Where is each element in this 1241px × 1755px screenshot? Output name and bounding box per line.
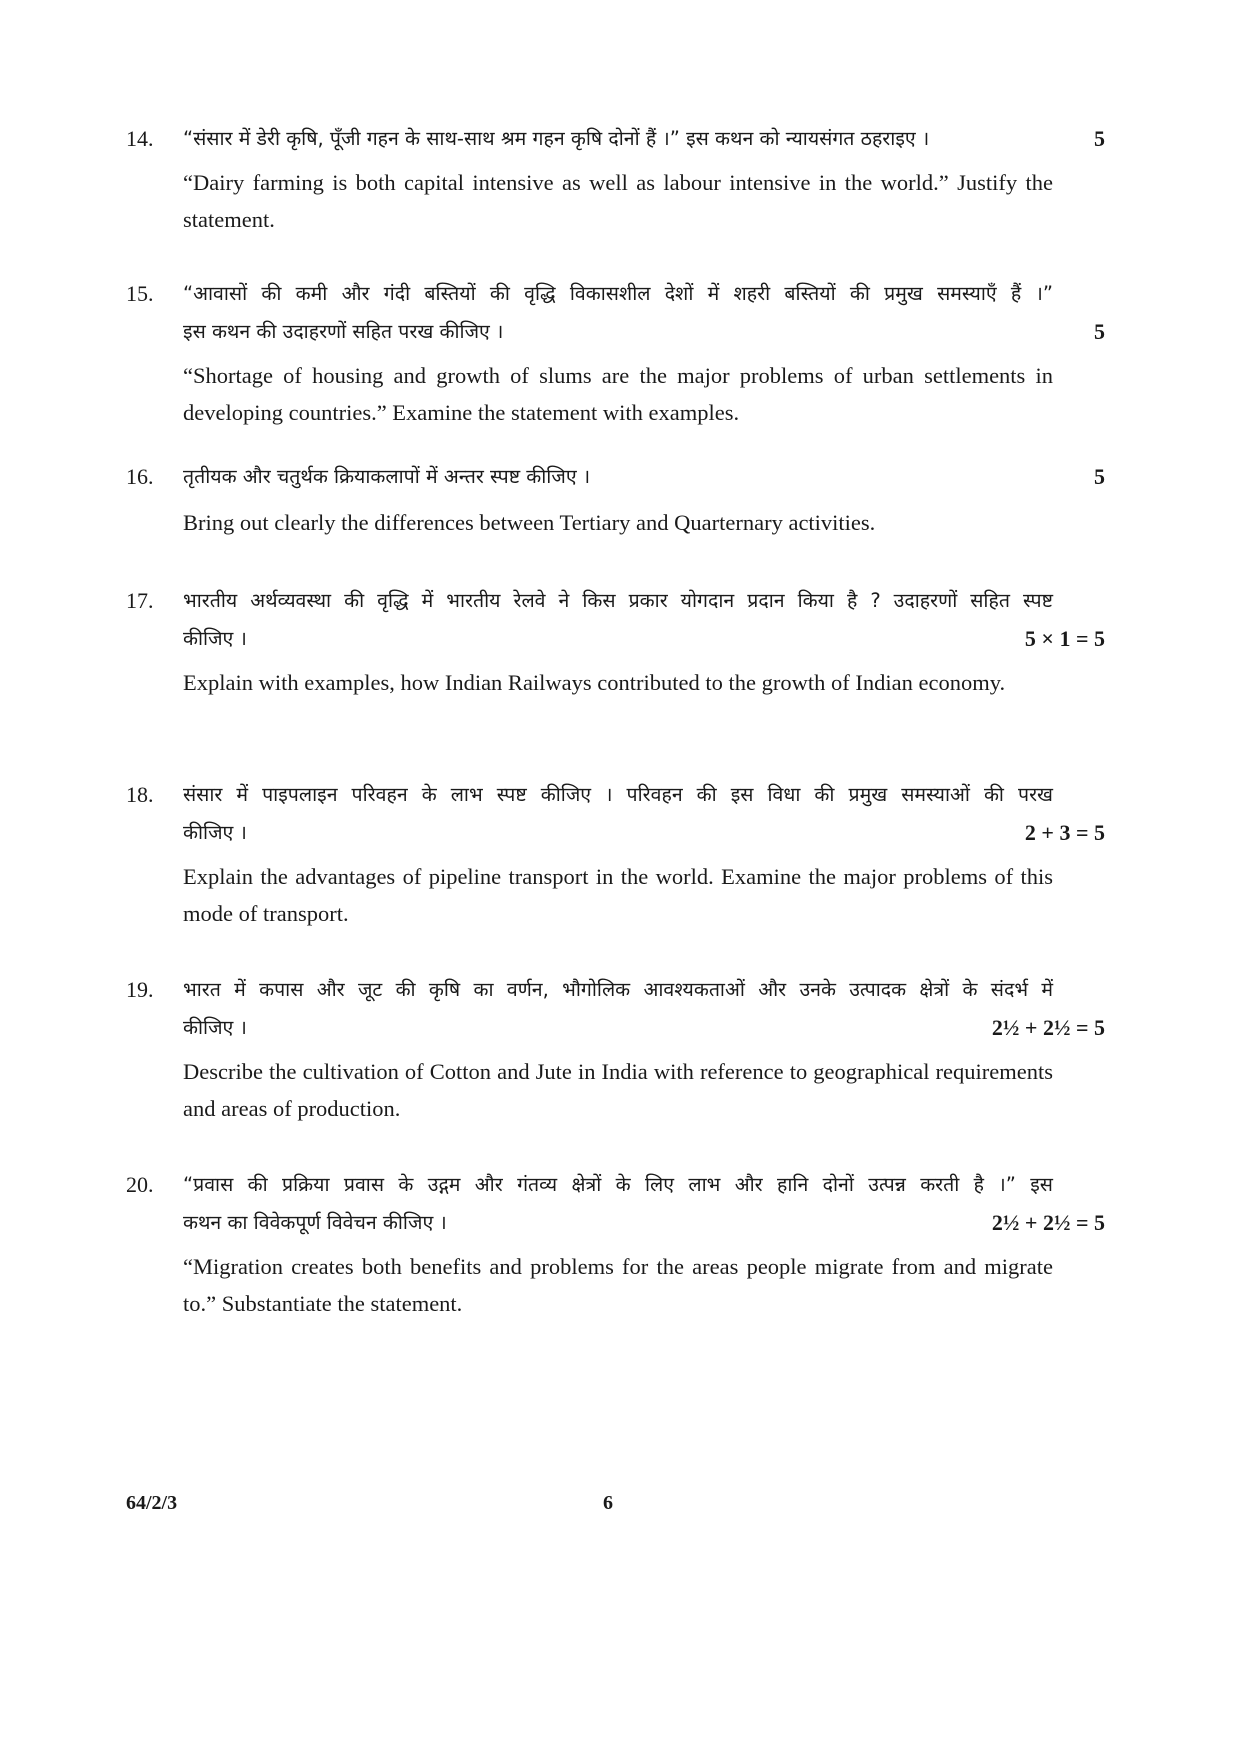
question-hindi-line-2: इस कथन की उदाहरणों सहित परख कीजिए ।: [183, 320, 504, 343]
question-english: Explain with examples, how Indian Railways contributed to the growth of Indian economy.: [183, 670, 1006, 695]
question-marks: 5: [1094, 319, 1105, 344]
question-english: Explain the advantages of pipeline transport in the world. Examine the major problems of this mode of transport.: [183, 864, 1053, 926]
question-marks: 2½ + 2½ = 5: [991, 1210, 1105, 1235]
question-marks: 5 × 1 = 5: [1024, 626, 1105, 651]
question-hindi-line-1: “प्रवास की प्रक्रिया प्रवास के उद्गम और गंतव्य क्षेत्रों के लिए लाभ और हानि दोनों उत्पन्न करती है ।” इस: [183, 1173, 1053, 1196]
question-hindi-line-2: कीजिए ।: [183, 1016, 247, 1039]
question-marks: 2 + 3 = 5: [1024, 820, 1105, 845]
question-number: 15.: [126, 281, 154, 306]
question-hindi-line-1: संसार में पाइपलाइन परिवहन के लाभ स्पष्ट कीजिए । परिवहन की इस विधा की प्रमुख समस्याओं की परख: [183, 783, 1053, 806]
question-number: 19.: [126, 977, 154, 1002]
question-number: 17.: [126, 588, 154, 613]
question-english: “Dairy farming is both capital intensive as well as labour intensive in the world.” Justify the statement.: [183, 170, 1053, 232]
question-hindi-line-1: “आवासों की कमी और गंदी बस्तियों की वृद्धि विकासशील देशों में शहरी बस्तियों की प्रमुख समस्याएँ हैं ।”: [183, 282, 1053, 305]
question-hindi-line-2: कीजिए ।: [183, 627, 247, 650]
question-english: “Shortage of housing and growth of slums are the major problems of urban settlements in developing countries.” Examine the statement with examples.: [183, 363, 1053, 425]
question-hindi-line-2: कीजिए ।: [183, 821, 247, 844]
question-english: Bring out clearly the differences between Tertiary and Quarternary activities.: [183, 510, 876, 535]
question-marks: 5: [1094, 126, 1105, 151]
page-number: 6: [603, 1492, 613, 1514]
question-hindi-line-1: “संसार में डेरी कृषि, पूँजी गहन के साथ-साथ श्रम गहन कृषि दोनों हैं ।” इस कथन को न्यायसंगत ठहराइए ।: [183, 127, 930, 150]
question-hindi-line-2: कथन का विवेकपूर्ण विवेचन कीजिए ।: [183, 1211, 447, 1234]
question-hindi-line-1: भारत में कपास और जूट की कृषि का वर्णन, भौगोलिक आवश्यकताओं और उनके उत्पादक क्षेत्रों के संदर्भ में: [183, 978, 1053, 1001]
paper-code: 64/2/3: [126, 1492, 178, 1514]
question-marks: 5: [1094, 464, 1105, 489]
question-english: Describe the cultivation of Cotton and Jute in India with reference to geographical requirements and areas of production.: [183, 1059, 1053, 1121]
question-hindi-line-1: भारतीय अर्थव्यवस्था की वृद्धि में भारतीय रेलवे ने किस प्रकार योगदान प्रदान किया है ? उदाहरणों सहित स्पष्ट: [183, 589, 1053, 612]
question-number: 20.: [126, 1172, 154, 1197]
question-marks: 2½ + 2½ = 5: [991, 1015, 1105, 1040]
question-number: 18.: [126, 782, 154, 807]
question-english: “Migration creates both benefits and problems for the areas people migrate from and migrate to.” Substantiate the statement.: [183, 1254, 1053, 1316]
question-number: 16.: [126, 464, 154, 489]
question-hindi-line-1: तृतीयक और चतुर्थक क्रियाकलापों में अन्तर स्पष्ट कीजिए ।: [183, 465, 591, 488]
question-number: 14.: [126, 126, 154, 151]
